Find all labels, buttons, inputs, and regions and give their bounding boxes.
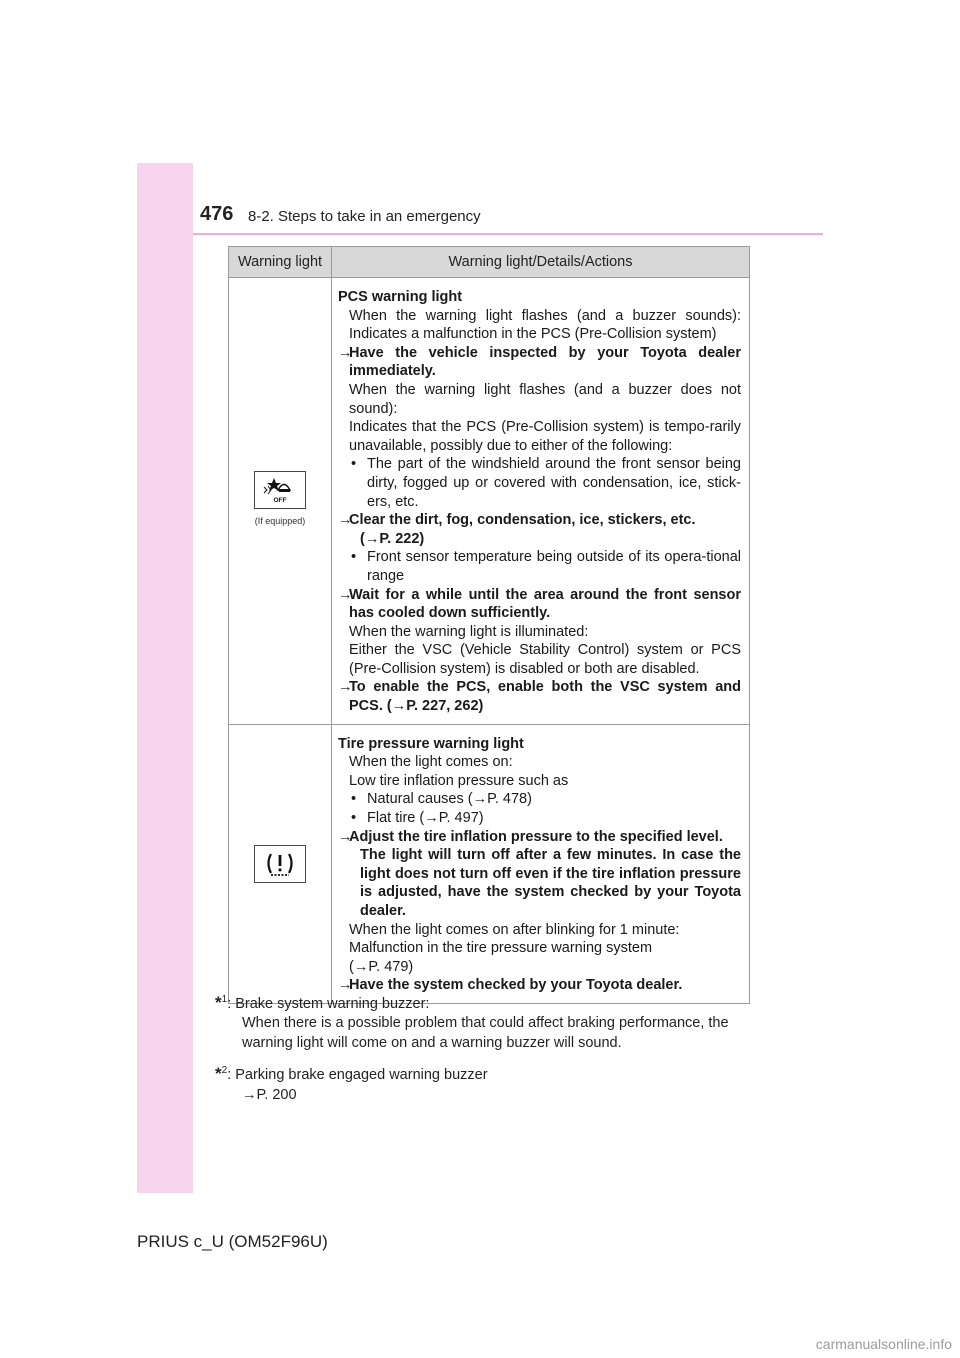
arrow-icon: →: [338, 679, 353, 696]
details-cell: [332, 724, 750, 1003]
icon-cell: [229, 278, 332, 725]
footnote-asterisk: *: [215, 1064, 222, 1084]
tire-action-1: → Adjust the tire inflation pressure to the specified level. The light will turn off after a few minutes. In case the light does not turn off even if the tire inflation pressure is adjusted, have the system checked by your Toyota dealer.: [338, 828, 741, 919]
pcs-action-4: → To enable the PCS, enable both the VSC system and PCS. (→P. 227, 262): [338, 679, 741, 715]
pcs-text-1: When the warning light flashes (and a buzzer sounds): Indicates a malfunction in the PCS (Pre-Collision system): [349, 307, 741, 343]
warning-light-table: [228, 246, 750, 1004]
footnote-body: →P. 200: [242, 1086, 297, 1103]
bullet-icon: •: [351, 549, 357, 566]
tire-text-5: (→P. 479): [349, 958, 414, 975]
column-header-details: Warning light/Details/Actions: [332, 247, 750, 278]
side-color-strip: [137, 163, 193, 1193]
if-equipped-note: (If equipped): [254, 516, 306, 527]
tire-text-4: Malfunction in the tire pressure warning system: [349, 940, 653, 957]
page-reference: (→P. 222): [360, 530, 425, 547]
pcs-icon-label: OFF: [273, 497, 287, 505]
tire-text-3: When the light comes on after blinking for 1 minute:: [349, 921, 680, 938]
tire-bullet-1: • Natural causes (→P. 478): [351, 791, 532, 808]
arrow-icon: →: [338, 586, 353, 603]
pcs-text-2: When the warning light flashes (and a buzzer does not sound):: [349, 381, 741, 417]
tire-action-2: → Have the system checked by your Toyota dealer.: [338, 977, 683, 994]
pcs-action-1: → Have the vehicle inspected by your Toyota dealer immediately.: [338, 344, 741, 380]
table-row-pcs: [229, 278, 750, 725]
details-cell: [332, 278, 750, 725]
arrow-icon: →: [338, 828, 353, 845]
table-row-tire-pressure: [229, 724, 750, 1003]
footnote-title: : Parking brake engaged warning buzzer: [227, 1067, 488, 1084]
tire-pressure-icon: [254, 845, 306, 883]
footnote-1: [215, 990, 750, 1053]
footnote-number: 1: [221, 994, 228, 1005]
tire-title: Tire pressure warning light: [338, 735, 524, 752]
pcs-off-icon: [254, 471, 306, 509]
arrow-icon: →: [338, 977, 353, 994]
header-rule: [193, 233, 823, 235]
pcs-text-3: Indicates that the PCS (Pre-Collision system) is tempo-rarily unavailable, possibly due to either of the following:: [349, 419, 741, 454]
page-number: 476: [200, 203, 234, 225]
tire-text-2: Low tire inflation pressure such as: [349, 772, 569, 789]
pcs-action-2: → Clear the dirt, fog, condensation, ice, stickers, etc. (→P. 222): [338, 511, 741, 548]
pcs-text-4: When the warning light is illuminated:: [349, 623, 589, 640]
bullet-icon: •: [351, 791, 357, 808]
pcs-text-5: Either the VSC (Vehicle Stability Control) system or PCS (Pre-Collision system) is disabled or both are disabled.: [349, 642, 741, 677]
arrow-icon: →: [338, 344, 353, 361]
arrow-icon: →: [338, 512, 353, 529]
footer-model-code: PRIUS c_U (OM52F96U): [137, 1232, 328, 1251]
footnote-asterisk: *: [215, 992, 222, 1012]
bullet-icon: •: [351, 456, 357, 473]
footnote-number: 2: [221, 1065, 228, 1077]
pcs-bullet-2: • Front sensor temperature being outside of its opera-tional range: [351, 549, 741, 584]
bullet-icon: •: [351, 810, 357, 827]
pcs-action-3: → Wait for a while until the area around the front sensor has cooled down sufficiently.: [338, 586, 741, 622]
tire-text-1: When the light comes on:: [349, 754, 513, 771]
table-header-row: [229, 247, 750, 278]
footnote-body: When there is a possible problem that could affect braking performance, the warning light will come on and a warning buzzer will sound.: [242, 1015, 729, 1051]
pcs-title: PCS warning light: [338, 289, 463, 305]
tire-bullet-2: • Flat tire (→P. 497): [351, 810, 484, 827]
watermark: carmanualsonline.info: [815, 1336, 952, 1352]
pcs-bullet-1: • The part of the windshield around the front sensor being dirty, fogged up or covered with condensation, ice, stick-ers, etc.: [351, 456, 741, 510]
column-header-warning-light: Warning light: [229, 247, 332, 278]
section-title: 8-2. Steps to take in an emergency: [248, 208, 481, 225]
footnote-2: [215, 1061, 750, 1105]
footnotes: [215, 990, 750, 1113]
icon-cell: [229, 724, 332, 1003]
footnote-title: : Brake system warning buzzer:: [227, 995, 430, 1012]
